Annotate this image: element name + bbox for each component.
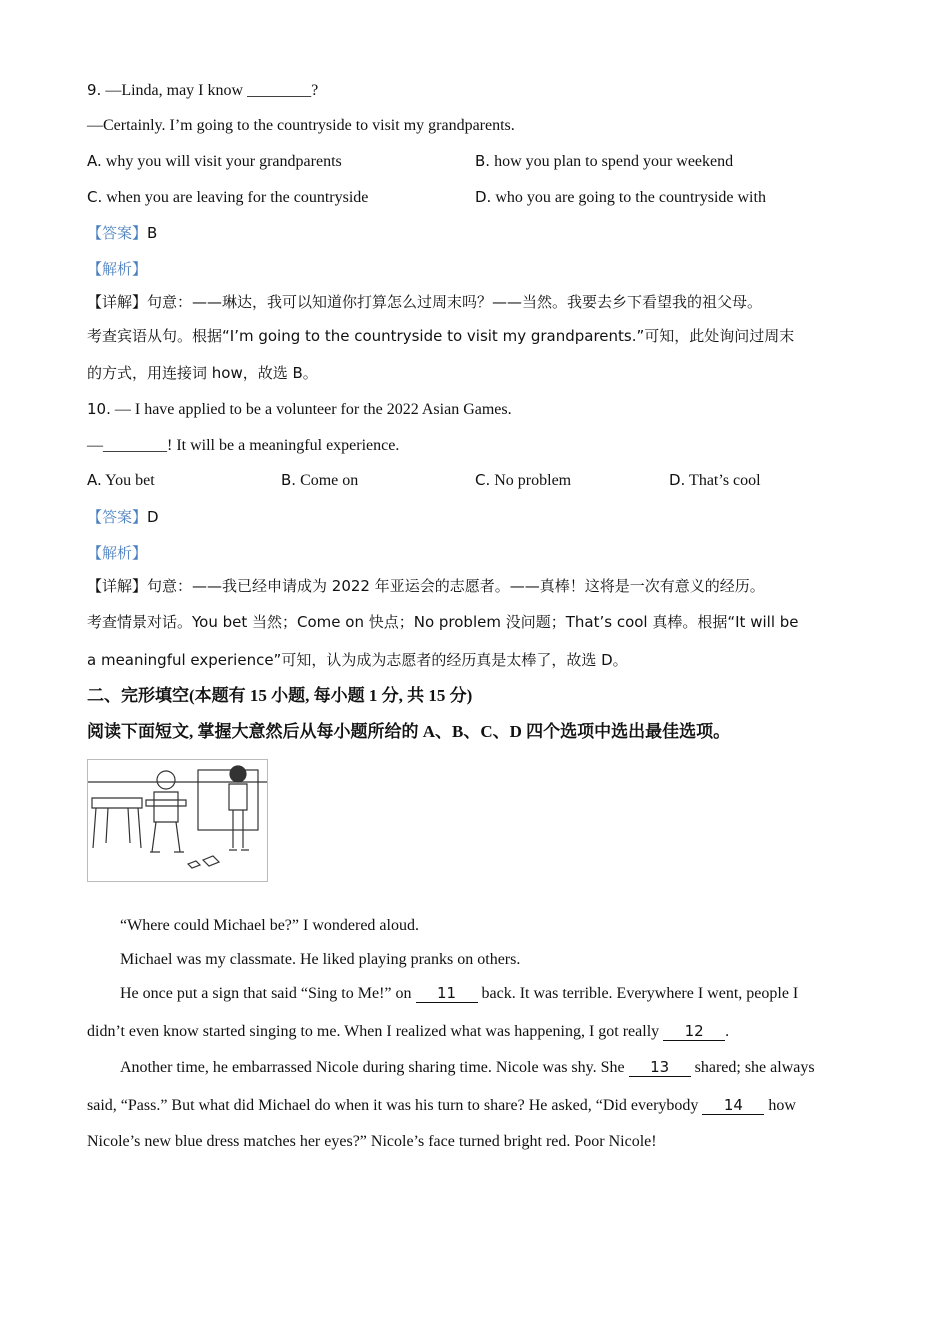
q10-detail-line: 考查情景对话。You bet 当然；Come on 快点；No problem 没问题；That’s cool 真棒。根据“It will be	[87, 613, 799, 631]
passage-line: Nicole’s new blue dress matches her eyes?” Nicole’s face turned bright red. Poor Nicole!	[87, 1133, 657, 1150]
passage-paragraph: Michael was my classmate. He liked playing pranks on others.	[120, 951, 521, 968]
q9-detail-line: 考查宾语从句。根据“I’m going to the countryside to visit my grandparents.”可知，此处询问过周末	[87, 327, 795, 345]
blank-11: 11	[416, 985, 478, 1003]
blank-12: 12	[663, 1023, 725, 1041]
q10-answer: 【答案】D	[87, 508, 159, 526]
passage-line: didn’t even know started singing to me. When I realized what was happening, I got really 12 .	[87, 1022, 730, 1040]
q10-option-a: A. You bet	[87, 471, 155, 489]
blank-13: 13	[629, 1059, 691, 1077]
q9-stem: 9. —Linda, may I know ________?	[87, 81, 319, 99]
blank-14: 14	[702, 1097, 764, 1115]
classroom-illustration	[87, 759, 268, 882]
q9-option-c: C. when you are leaving for the countryside	[87, 188, 369, 206]
q9-analysis-label: 【解析】	[87, 260, 148, 278]
q9-answer: 【答案】B	[87, 224, 158, 242]
passage-paragraph: Another time, he embarrassed Nicole during sharing time. Nicole was shy. She 13 shared; she always	[120, 1058, 815, 1076]
q9-option-b: B. how you plan to spend your weekend	[475, 152, 734, 170]
section-instruction: 阅读下面短文, 掌握大意然后从每小题所给的 A、B、C、D 四个选项中选出最佳选项。	[87, 722, 731, 741]
q10-analysis-label: 【解析】	[87, 544, 148, 562]
passage-line: said, “Pass.” But what did Michael do when it was his turn to share? He asked, “Did everybody 14 how	[87, 1096, 796, 1114]
q9-reply: —Certainly. I’m going to the countryside to visit my grandparents.	[87, 117, 515, 134]
passage-paragraph: “Where could Michael be?” I wondered aloud.	[120, 917, 419, 934]
section-title: 二、完形填空(本题有 15 小题, 每小题 1 分, 共 15 分)	[87, 686, 473, 705]
q9-option-d: D. who you are going to the countryside with	[475, 188, 766, 206]
q10-stem: 10. — I have applied to be a volunteer for the 2022 Asian Games.	[87, 400, 512, 418]
q9-option-a: A. why you will visit your grandparents	[87, 152, 342, 170]
q10-option-c: C. No problem	[475, 471, 572, 489]
q10-reply: —________! It will be a meaningful experience.	[87, 437, 400, 454]
q10-option-b: B. Come on	[281, 471, 359, 489]
passage-paragraph: He once put a sign that said “Sing to Me!” on 11 back. It was terrible. Everywhere I went, people I	[120, 984, 799, 1002]
q10-detail-line: a meaningful experience”可知，认为成为志愿者的经历真是太棒了，故选 D。	[87, 651, 628, 669]
q10-detail-line: 【详解】句意：——我已经申请成为 2022 年亚运会的志愿者。——真棒！这将是一次有意义的经历。	[87, 577, 765, 595]
q9-detail-line: 的方式，用连接词 how，故选 B。	[87, 364, 318, 382]
q10-option-d: D. That’s cool	[669, 471, 761, 489]
classroom-sketch-icon	[88, 760, 267, 881]
q9-detail-line: 【详解】句意：——琳达，我可以知道你打算怎么过周末吗？——当然。我要去乡下看望我的祖父母。	[87, 293, 763, 311]
